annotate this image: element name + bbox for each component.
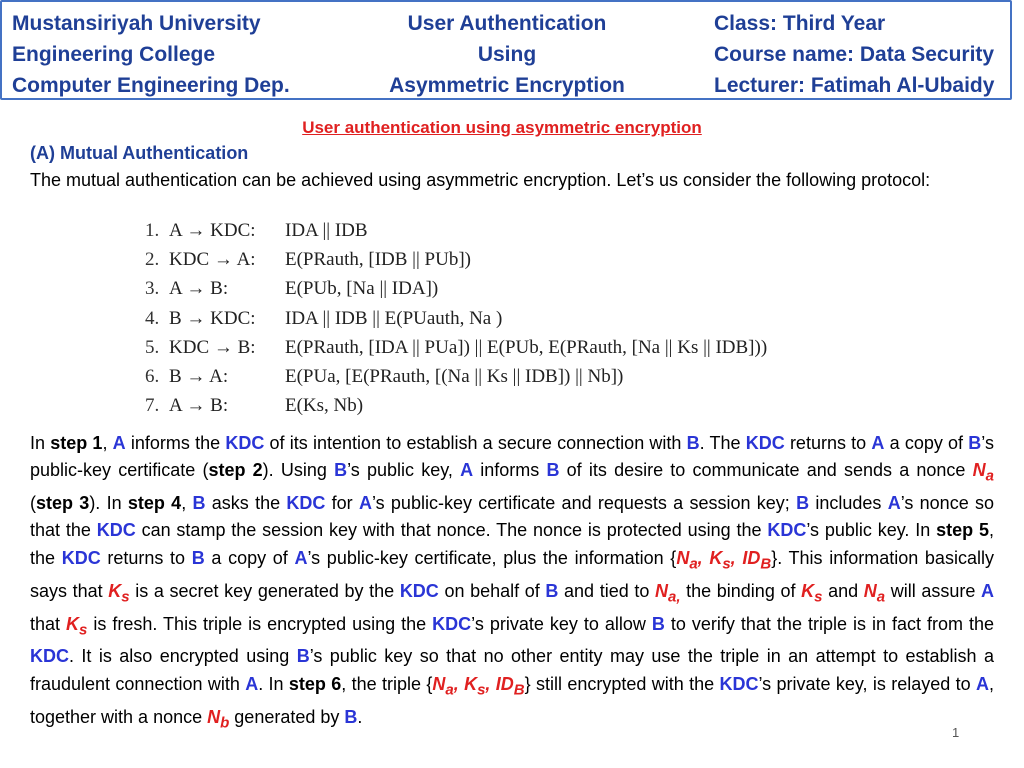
explanation-paragraph: In step 1, A informs the KDC of its intention to establish a secure connection with B. The KDC returns to A a copy of B’s public-key certificate (step 2). Using B’s public key, A informs B of its desire to communicate and sends a nonce $N_a$ (step 3). In step 4, B asks the KDC for A’s public-key certificate and requests a session key; B includes A’s nonce so that the KDC can stamp the session key with that nonce. The nonce is protected using the KDC’s public key. In step 5, the KDC returns to B a copy of A’s public-key certificate, plus the information {$N_a$, $K_s$, $ID_B$}. This information basically says that $K_s$ is a secret key generated by the KDC on behalf of B and tied to $N_{a,}$ the binding of $K_s$ and $N_a$ will assure A that $K_s$ is fresh. This triple is encrypted using the KDC’s private key to allow B to verify that the triple is in fact from the KDC. It is also encrypted using B’s public key so that no other entity may use the triple in an attempt to establish a fraudulent connection with A. In step 6, the triple {$N_a$, $K_s$, $ID_B$} still encrypted with the KDC’s private key, is relayed to A, together with a nonce $N_b$ generated by B.	[30, 433, 995, 732]
college-name: Engineering College	[12, 43, 216, 66]
slide-content	[30, 116, 994, 194]
topic-line-2: Using	[477, 43, 537, 66]
topic-line-3: Asymmetric Encryption	[389, 74, 625, 97]
intro-text: The mutual authentication can be achieved using asymmetric encryption. Let’s us consider the following protocol:	[30, 170, 931, 190]
header-right	[714, 8, 994, 101]
class-info: Class: Third Year	[714, 12, 886, 35]
header-left	[12, 8, 290, 101]
section-heading: (A) Mutual Authentication	[30, 143, 249, 163]
slide-header	[0, 0, 1012, 100]
topic-line-1: User Authentication	[407, 12, 607, 35]
course-name: Course name: Data Security	[714, 43, 995, 66]
slide-title: User authentication using asymmetric encryption	[302, 118, 702, 137]
department-name: Computer Engineering Dep.	[12, 74, 290, 97]
lecturer-name: Lecturer: Fatimah Al-Ubaidy	[714, 74, 995, 97]
university-name: Mustansiriyah University	[12, 12, 261, 35]
header-center	[362, 8, 652, 101]
page-number: 1	[952, 725, 960, 740]
